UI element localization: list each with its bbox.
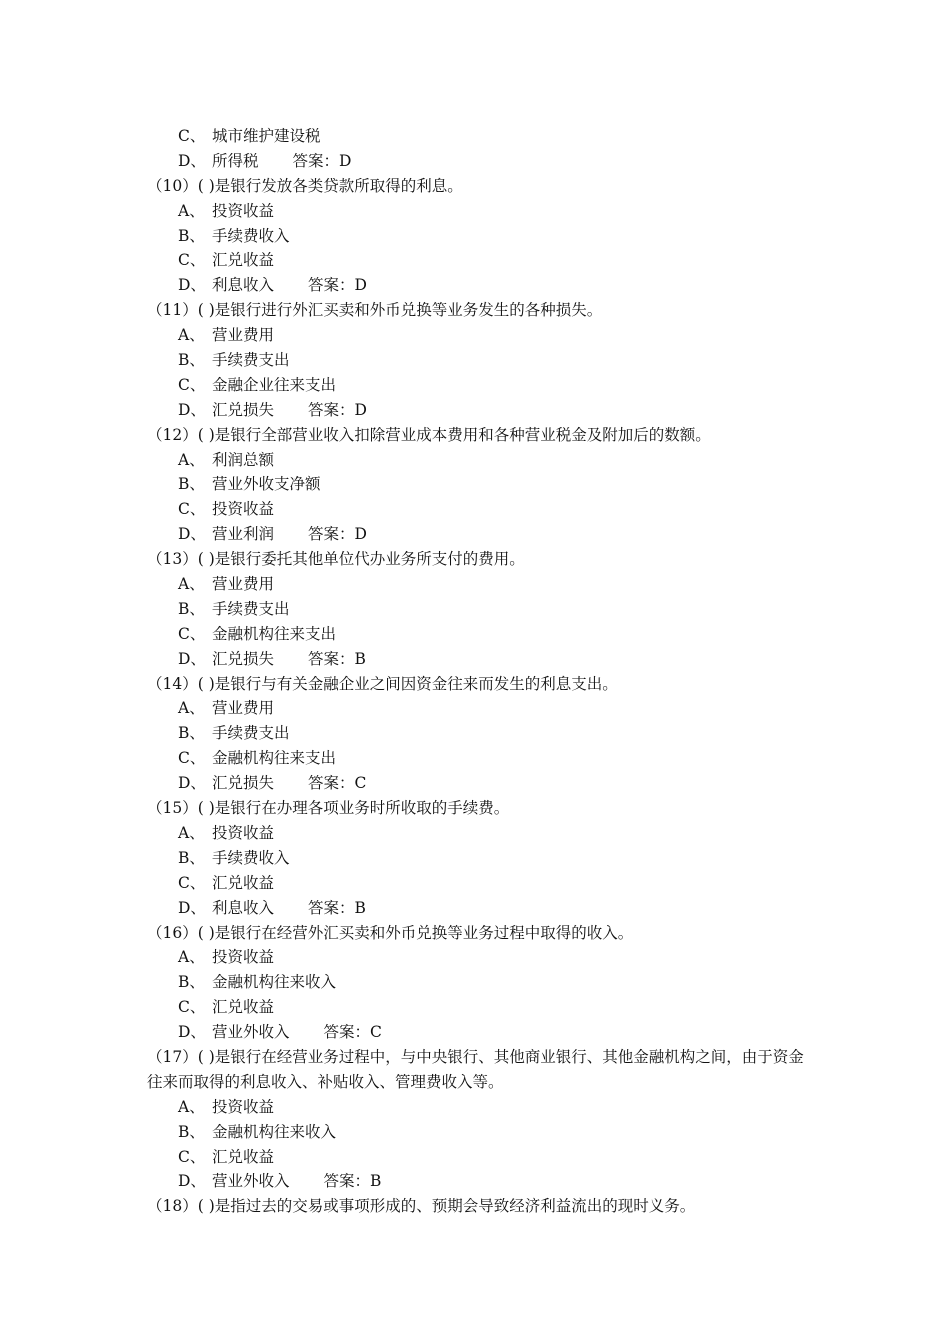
option-letter: A、 xyxy=(178,575,205,594)
option-letter: C、 xyxy=(178,998,206,1017)
option-text: 营业外收入 xyxy=(212,1023,290,1042)
option-text: 汇兑损失 xyxy=(212,774,275,793)
answer-option xyxy=(147,597,817,622)
option-text: 汇兑收益 xyxy=(212,1147,275,1166)
option-text: 营业外收支净额 xyxy=(212,475,321,494)
question-stem: （11）( )是银行进行外汇买卖和外币兑换等业务发生的各种损失。 xyxy=(147,301,603,320)
option-letter: D、 xyxy=(178,400,206,419)
option-letter: B、 xyxy=(178,724,205,743)
option-text: 金融机构往来支出 xyxy=(212,624,337,643)
answer-option xyxy=(147,199,817,224)
option-letter: D、 xyxy=(178,898,206,917)
answer-key: 答案：D xyxy=(292,151,352,170)
answer-option xyxy=(147,124,817,149)
option-letter: D、 xyxy=(178,525,206,544)
option-letter: C、 xyxy=(178,749,206,768)
option-text: 利润总额 xyxy=(212,450,275,469)
option-letter: D、 xyxy=(178,151,206,170)
option-letter: C、 xyxy=(178,251,206,270)
option-letter: D、 xyxy=(178,1172,206,1191)
option-text: 金融企业往来支出 xyxy=(212,375,337,394)
answer-option xyxy=(147,896,817,921)
answer-option xyxy=(147,945,817,970)
option-letter: A、 xyxy=(178,823,205,842)
answer-option xyxy=(147,1020,817,1045)
answer-key: 答案：B xyxy=(308,898,366,917)
answer-option xyxy=(147,348,817,373)
option-letter: B、 xyxy=(178,226,205,245)
option-letter: D、 xyxy=(178,276,206,295)
question-stem: （15）( )是银行在办理各项业务时所收取的手续费。 xyxy=(147,799,510,818)
option-text: 营业费用 xyxy=(212,326,275,345)
option-letter: A、 xyxy=(178,201,205,220)
question-stem: （18）( )是指过去的交易或事项形成的、预期会导致经济利益流出的现时义务。 xyxy=(147,1197,696,1216)
option-text: 金融机构往来支出 xyxy=(212,749,337,768)
option-text: 汇兑收益 xyxy=(212,251,275,270)
answer-option xyxy=(147,821,817,846)
option-text: 营业利润 xyxy=(212,525,275,544)
question-stem: （14）( )是银行与有关金融企业之间因资金往来而发生的利息支出。 xyxy=(147,674,618,693)
answer-option xyxy=(147,398,817,423)
option-letter: D、 xyxy=(178,1023,206,1042)
option-text: 所得税 xyxy=(212,151,259,170)
answer-option xyxy=(147,448,817,473)
answer-option xyxy=(147,497,817,522)
answer-key: 答案：D xyxy=(308,276,367,295)
option-letter: A、 xyxy=(178,1097,205,1116)
option-text: 利息收入 xyxy=(212,276,275,295)
answer-key: 答案：D xyxy=(308,400,367,419)
option-text: 投资收益 xyxy=(212,201,275,220)
answer-option xyxy=(147,995,817,1020)
answer-key: 答案：D xyxy=(308,525,367,544)
option-letter: A、 xyxy=(178,326,205,345)
option-letter: B、 xyxy=(178,351,205,370)
answer-option xyxy=(147,149,817,174)
answer-option xyxy=(147,1095,817,1120)
answer-option xyxy=(147,1169,817,1194)
question-stem: （16）( )是银行在经营外汇买卖和外币兑换等业务过程中取得的收入。 xyxy=(147,923,634,942)
option-text: 投资收益 xyxy=(212,500,275,519)
answer-option xyxy=(147,746,817,771)
option-letter: C、 xyxy=(178,873,206,892)
answer-key: 答案：B xyxy=(323,1172,382,1191)
option-text: 手续费收入 xyxy=(212,226,290,245)
answer-key: 答案：C xyxy=(308,774,367,793)
answer-option xyxy=(147,373,817,398)
answer-option xyxy=(147,1145,817,1170)
option-letter: A、 xyxy=(178,450,205,469)
option-letter: B、 xyxy=(178,599,205,618)
answer-key: 答案：C xyxy=(323,1023,382,1042)
option-letter: D、 xyxy=(178,774,206,793)
answer-option xyxy=(147,970,817,995)
answer-option xyxy=(147,522,817,547)
option-letter: C、 xyxy=(178,127,206,145)
question-stem: （13）( )是银行委托其他单位代办业务所支付的费用。 xyxy=(147,550,525,569)
answer-option xyxy=(147,224,817,249)
answer-option xyxy=(147,771,817,796)
option-text: 投资收益 xyxy=(212,948,275,967)
question-stem: （12）( )是银行全部营业收入扣除营业成本费用和各种营业税金及附加后的数额。 xyxy=(147,425,711,444)
option-text: 金融机构往来收入 xyxy=(212,1122,337,1141)
option-text: 汇兑收益 xyxy=(212,873,275,892)
option-letter: C、 xyxy=(178,375,206,394)
answer-option xyxy=(147,721,817,746)
option-letter: B、 xyxy=(178,973,205,992)
answer-option xyxy=(147,871,817,896)
option-text: 营业费用 xyxy=(212,575,275,594)
option-letter: A、 xyxy=(178,948,205,967)
answer-option xyxy=(147,622,817,647)
answer-option xyxy=(147,846,817,871)
option-letter: C、 xyxy=(178,500,206,519)
option-letter: B、 xyxy=(178,475,205,494)
answer-key: 答案：B xyxy=(308,649,366,668)
answer-option xyxy=(147,472,817,497)
answer-option xyxy=(147,248,817,273)
option-text: 手续费支出 xyxy=(212,599,290,618)
option-text: 金融机构往来收入 xyxy=(212,973,337,992)
option-letter: B、 xyxy=(178,848,205,867)
option-text: 城市维护建设税 xyxy=(212,127,321,145)
answer-option xyxy=(147,572,817,597)
option-letter: A、 xyxy=(178,699,205,718)
answer-option xyxy=(147,273,817,298)
answer-option xyxy=(147,647,817,672)
option-text: 汇兑收益 xyxy=(212,998,275,1017)
option-text: 营业外收入 xyxy=(212,1172,290,1191)
option-text: 手续费支出 xyxy=(212,351,290,370)
option-text: 汇兑损失 xyxy=(212,400,275,419)
answer-option xyxy=(147,696,817,721)
question-stem: （17）( )是银行在经营业务过程中，与中央银行、其他商业银行、其他金融机构之间，由于资金往来而取得的利息收入、补贴收入、管理费收入等。 xyxy=(147,1047,804,1091)
option-letter: D、 xyxy=(178,649,206,668)
option-text: 投资收益 xyxy=(212,1097,275,1116)
answer-option xyxy=(147,323,817,348)
answer-option xyxy=(147,1120,817,1145)
option-text: 投资收益 xyxy=(212,823,275,842)
option-text: 手续费支出 xyxy=(212,724,290,743)
option-text: 手续费收入 xyxy=(212,848,290,867)
option-letter: C、 xyxy=(178,1147,206,1166)
option-text: 营业费用 xyxy=(212,699,275,718)
option-letter: B、 xyxy=(178,1122,205,1141)
exam-questions xyxy=(147,124,817,1219)
option-text: 利息收入 xyxy=(212,898,275,917)
option-letter: C、 xyxy=(178,624,206,643)
option-text: 汇兑损失 xyxy=(212,649,275,668)
question-stem: （10）( )是银行发放各类贷款所取得的利息。 xyxy=(147,176,463,195)
